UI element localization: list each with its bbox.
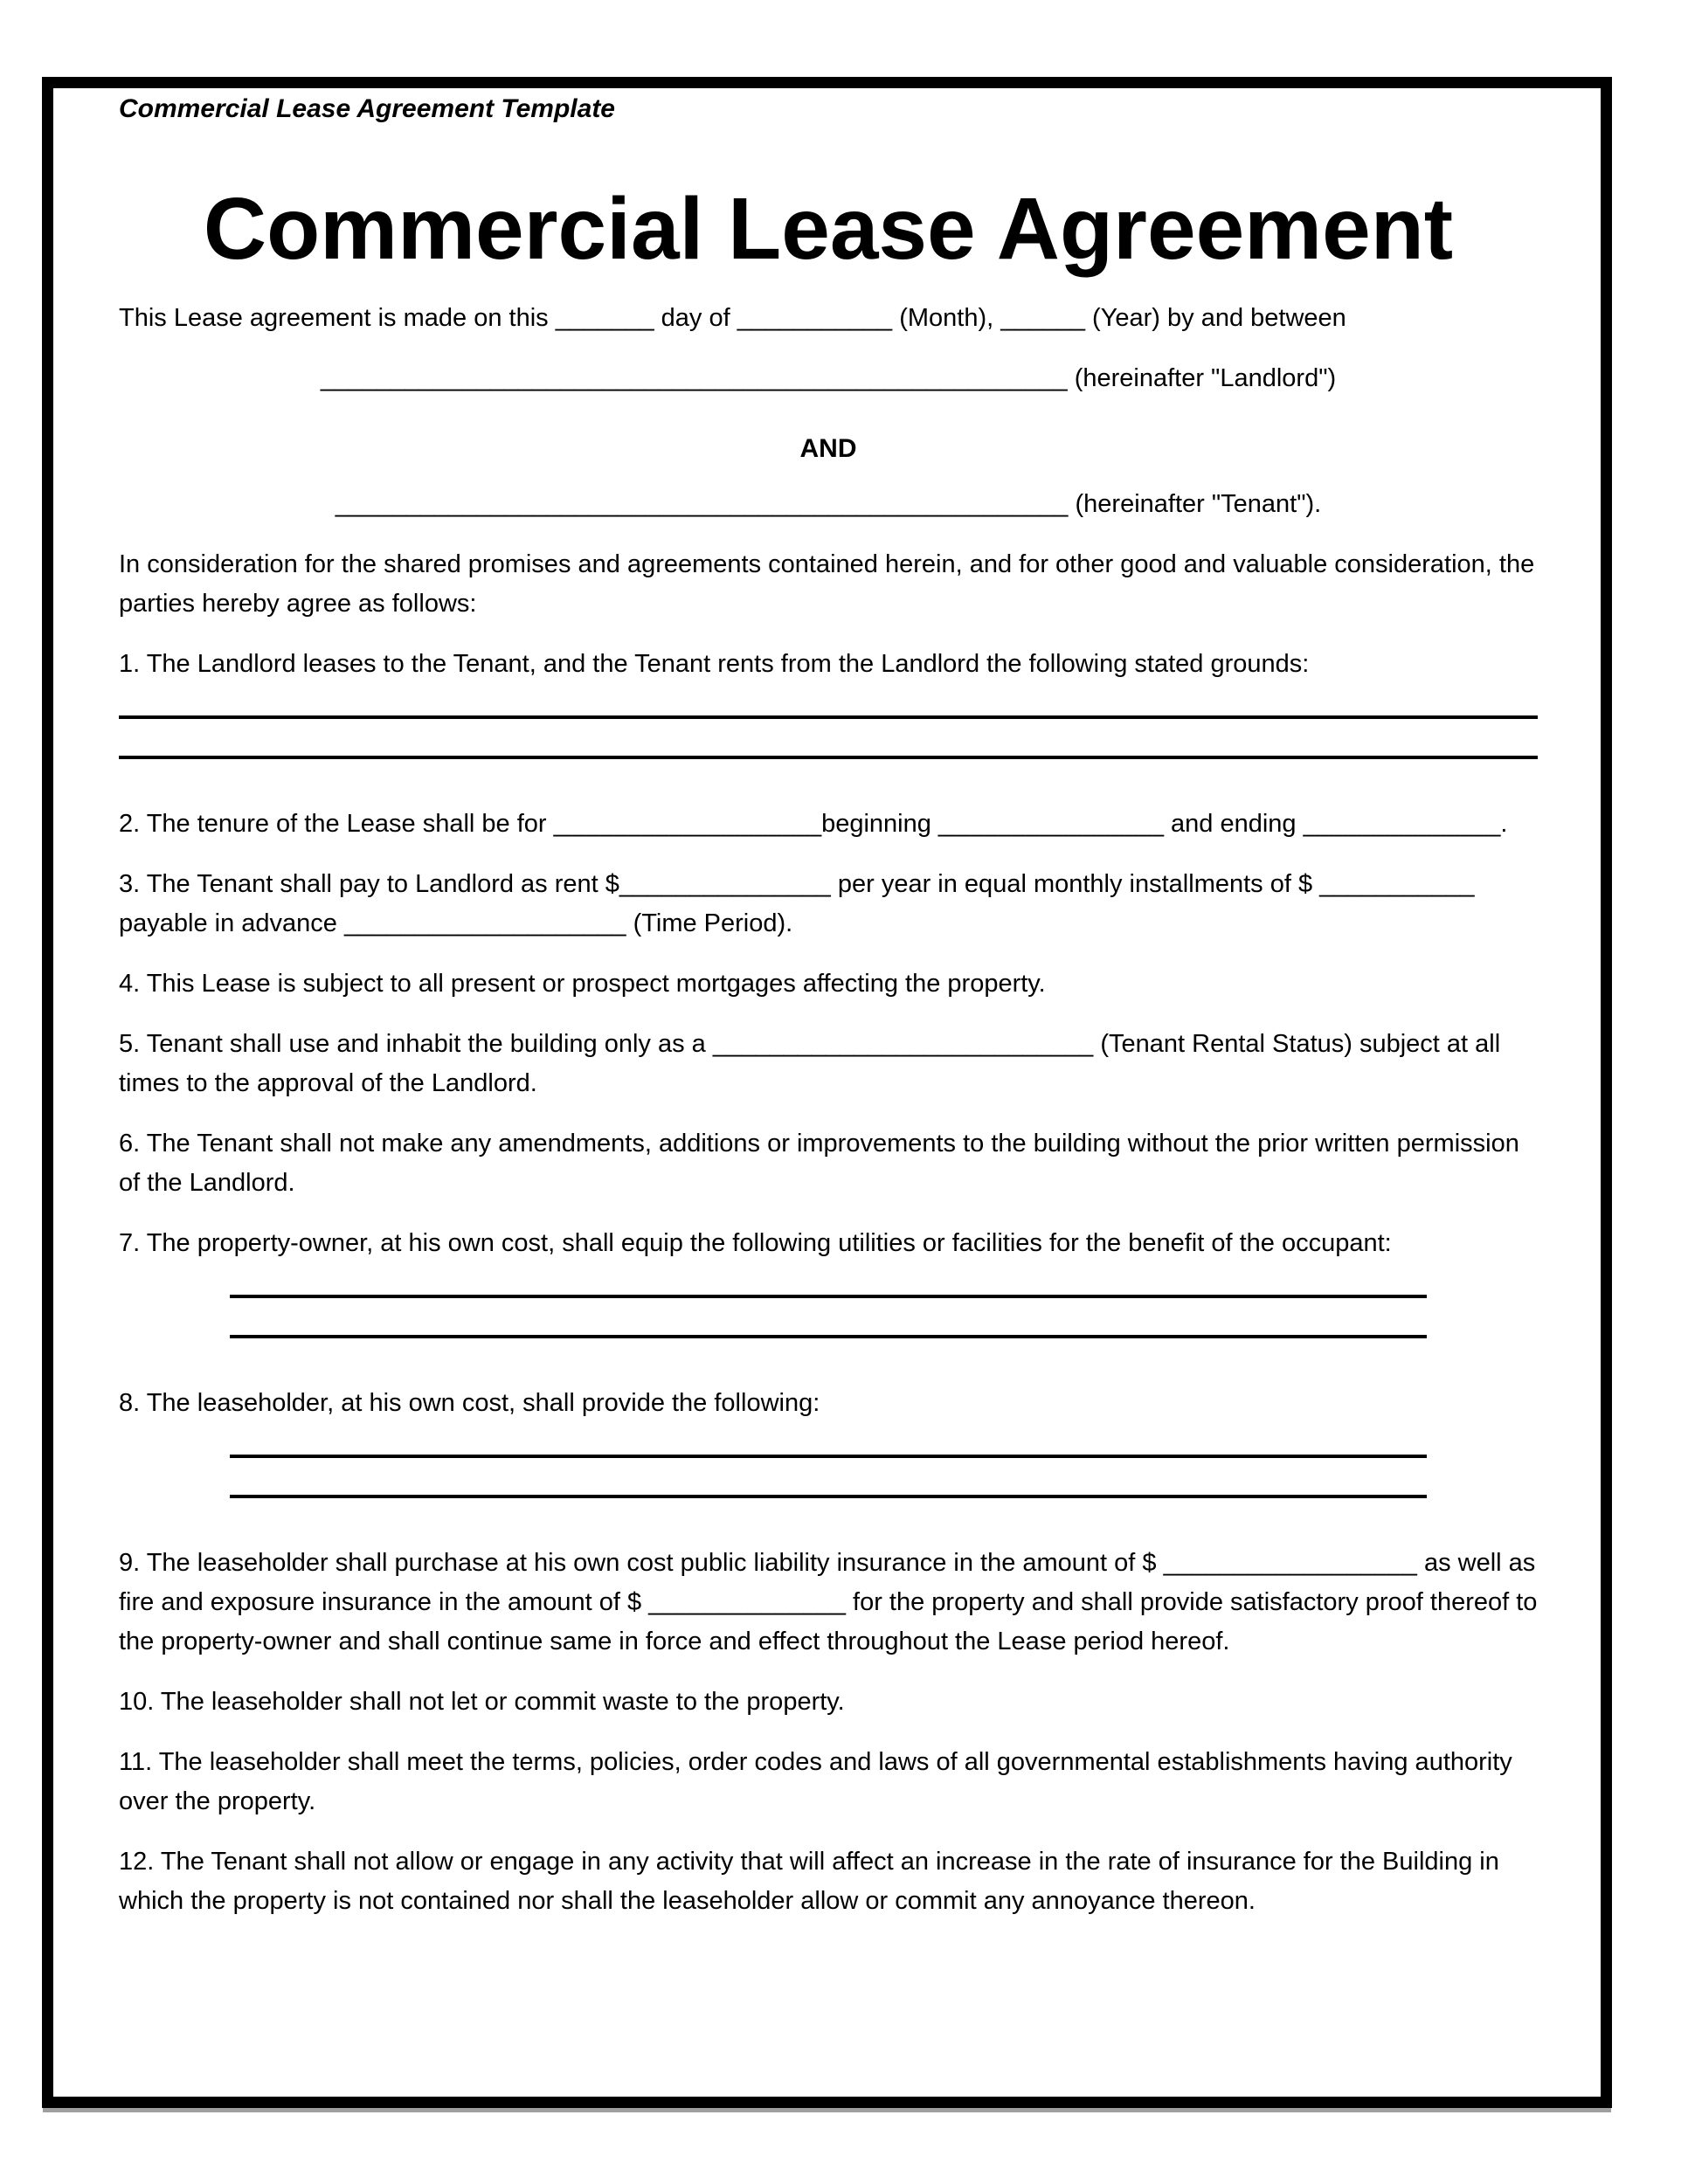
tenant-party-line [119,485,1538,524]
fill-in-line [230,1455,1427,1458]
fill-in-line [230,1495,1427,1498]
clause-7: 7. The property-owner, at his own cost, shall equip the following utilities or facilities for the benefit of the occupant: [119,1229,1392,1257]
landlord-party-line [119,359,1538,398]
landlord-name-blank: _____________________________________________________ [320,364,1068,392]
clause-5: 5. Tenant shall use and inhabit the building only as a ___________________________ (Tenant Rental Status) subject at all times to the approval of the Landlord. [119,1030,1501,1097]
intro-paragraph: This Lease agreement is made on this _______ day of ___________ (Month), ______ (Year) by and between [119,304,1346,332]
clause-6: 6. The Tenant shall not make any amendments, additions or improvements to the building without the prior written permission of the Landlord. [119,1130,1519,1197]
clause-2: 2. The tenure of the Lease shall be for ___________________beginning ________________ and ending ______________. [119,810,1508,838]
template-name-label: Commercial Lease Agreement Template [119,94,615,123]
consideration-paragraph: In consideration for the shared promises and agreements contained herein, and for other good and valuable consideration, the parties hereby agree as follows: [119,550,1535,618]
clause-9: 9. The leaseholder shall purchase at his own cost public liability insurance in the amount of $ __________________ as well as fire and exposure insurance in the amount of $ ______________ for the property and shall provide satisfactory proof thereof to the property-owner and shall continue same in force and effect throughout the Lease period hereof. [119,1549,1538,1655]
utilities-fill-lines [119,1295,1538,1338]
and-separator: AND [799,434,857,463]
clause-11: 11. The leaseholder shall meet the terms, policies, order codes and laws of all governmental establishments having authority over the property. [119,1748,1512,1815]
clause-10: 10. The leaseholder shall not let or commit waste to the property. [119,1688,845,1716]
clause-8: 8. The leaseholder, at his own cost, shall provide the following: [119,1389,820,1417]
clause-12: 12. The Tenant shall not allow or engage in any activity that will affect an increase in the rate of insurance for the Building in which the property is not contained nor shall the leaseholder allow or commit any annoyance thereon. [119,1848,1499,1915]
clause-3: 3. The Tenant shall pay to Landlord as rent $_______________ per year in equal monthly installments of $ ___________ payable in advance ____________________ (Time Period). [119,870,1475,937]
grounds-fill-lines [119,715,1538,759]
fill-in-line [119,756,1538,759]
tenant-name-blank: ____________________________________________________ [335,490,1069,518]
document-page-border [42,77,1612,2108]
document-title: Commercial Lease Agreement [203,180,1454,278]
landlord-hereinafter-label: (hereinafter "Landlord") [1074,364,1337,392]
fill-in-line [230,1335,1427,1338]
tenant-hereinafter-label: (hereinafter "Tenant"). [1075,490,1322,518]
clause-1: 1. The Landlord leases to the Tenant, and the Tenant rents from the Landlord the following stated grounds: [119,650,1310,678]
fill-in-line [230,1295,1427,1298]
fill-in-line [119,715,1538,719]
clause-4: 4. This Lease is subject to all present or prospect mortgages affecting the property. [119,970,1046,998]
leaseholder-provisions-fill-lines [119,1455,1538,1498]
